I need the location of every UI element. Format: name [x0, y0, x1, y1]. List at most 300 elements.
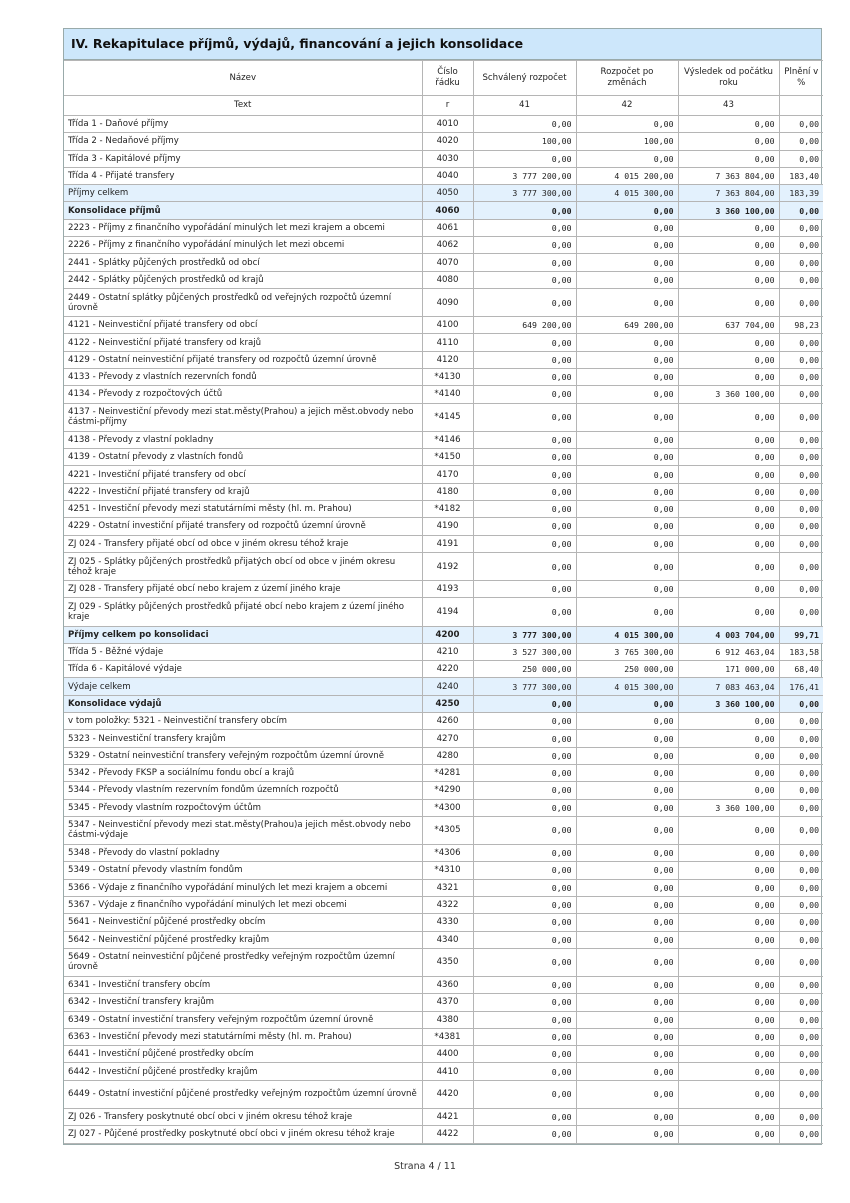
row-schvaleny: 0,00 — [473, 334, 576, 351]
row-schvaleny: 0,00 — [473, 799, 576, 816]
table-row — [64, 931, 823, 948]
row-vysledek: 0,00 — [678, 845, 779, 862]
row-po-zmenach: 0,00 — [576, 369, 678, 386]
row-name: 4229 - Ostatní investiční přijaté transfery od rozpočtů územní úrovně — [64, 518, 422, 535]
row-code: 4260 — [422, 713, 473, 730]
row-name: Třída 6 - Kapitálové výdaje — [64, 661, 422, 678]
row-po-zmenach: 0,00 — [576, 1126, 678, 1143]
row-po-zmenach: 0,00 — [576, 695, 678, 712]
row-schvaleny: 0,00 — [473, 1011, 576, 1028]
row-po-zmenach: 4 015 300,00 — [576, 185, 678, 202]
row-schvaleny: 0,00 — [473, 1126, 576, 1143]
row-po-zmenach: 0,00 — [576, 730, 678, 747]
row-plneni: 176,41 — [779, 678, 823, 695]
row-name: 5366 - Výdaje z finančního vypořádání minulých let mezi krajem a obcemi — [64, 879, 422, 896]
row-plneni: 0,00 — [779, 116, 823, 133]
row-po-zmenach: 0,00 — [576, 271, 678, 288]
row-schvaleny: 0,00 — [473, 202, 576, 219]
row-code: 4220 — [422, 661, 473, 678]
row-code: 4192 — [422, 552, 473, 580]
row-name: 6449 - Ostatní investiční půjčené prostředky veřejným rozpočtům územní úrovně — [64, 1080, 422, 1108]
row-po-zmenach: 0,00 — [576, 403, 678, 431]
row-code: *4146 — [422, 431, 473, 448]
row-name: Konsolidace příjmů — [64, 202, 422, 219]
row-code: 4180 — [422, 483, 473, 500]
row-po-zmenach: 0,00 — [576, 879, 678, 896]
row-schvaleny: 0,00 — [473, 1108, 576, 1125]
row-plneni: 0,00 — [779, 896, 823, 913]
row-name: ZJ 024 - Transfery přijaté obcí od obce v jiném okresu téhož kraje — [64, 535, 422, 552]
row-plneni: 0,00 — [779, 1108, 823, 1125]
row-code: 4421 — [422, 1108, 473, 1125]
row-name: 4251 - Investiční převody mezi statutárními městy (hl. m. Prahou) — [64, 501, 422, 518]
row-po-zmenach: 3 765 300,00 — [576, 643, 678, 660]
row-plneni: 0,00 — [779, 764, 823, 781]
row-vysledek: 0,00 — [678, 1126, 779, 1143]
row-code: *4281 — [422, 764, 473, 781]
row-vysledek: 0,00 — [678, 914, 779, 931]
row-code: *4182 — [422, 501, 473, 518]
row-schvaleny: 3 527 300,00 — [473, 643, 576, 660]
row-vysledek: 0,00 — [678, 501, 779, 518]
row-code: 4090 — [422, 288, 473, 316]
row-schvaleny: 0,00 — [473, 816, 576, 844]
row-plneni: 0,00 — [779, 977, 823, 994]
row-vysledek: 3 360 100,00 — [678, 202, 779, 219]
row-po-zmenach: 0,00 — [576, 501, 678, 518]
row-po-zmenach: 0,00 — [576, 431, 678, 448]
row-code: 4400 — [422, 1046, 473, 1063]
row-po-zmenach: 0,00 — [576, 994, 678, 1011]
row-schvaleny: 0,00 — [473, 747, 576, 764]
row-name: Příjmy celkem po konsolidaci — [64, 626, 422, 643]
row-schvaleny: 0,00 — [473, 1063, 576, 1080]
report-frame — [63, 28, 822, 1145]
row-vysledek: 0,00 — [678, 466, 779, 483]
row-plneni: 0,00 — [779, 1028, 823, 1045]
row-code: 4110 — [422, 334, 473, 351]
row-name: Třída 1 - Daňové příjmy — [64, 116, 422, 133]
row-po-zmenach: 0,00 — [576, 747, 678, 764]
row-plneni: 98,23 — [779, 317, 823, 334]
row-vysledek: 0,00 — [678, 403, 779, 431]
table-body — [64, 116, 823, 1144]
row-name: 5345 - Převody vlastním rozpočtovým účtům — [64, 799, 422, 816]
row-po-zmenach: 0,00 — [576, 948, 678, 976]
row-name: 5642 - Neinvestiční půjčené prostředky krajům — [64, 931, 422, 948]
row-plneni: 0,00 — [779, 271, 823, 288]
table-row — [64, 403, 823, 431]
row-name: 5649 - Ostatní neinvestiční půjčené prostředky veřejným rozpočtům územní úrovně — [64, 948, 422, 976]
row-schvaleny: 0,00 — [473, 1080, 576, 1108]
row-plneni: 0,00 — [779, 1063, 823, 1080]
row-schvaleny: 0,00 — [473, 501, 576, 518]
table-row — [64, 764, 823, 781]
table-row — [64, 626, 823, 643]
row-po-zmenach: 0,00 — [576, 466, 678, 483]
header-rozpocet-po-zmenach: Rozpočet po změnách — [576, 61, 678, 96]
row-plneni: 68,40 — [779, 661, 823, 678]
table-row — [64, 747, 823, 764]
table-row — [64, 1080, 823, 1108]
row-plneni: 0,00 — [779, 351, 823, 368]
row-plneni: 0,00 — [779, 334, 823, 351]
row-po-zmenach: 0,00 — [576, 1108, 678, 1125]
row-plneni: 0,00 — [779, 150, 823, 167]
row-schvaleny: 0,00 — [473, 288, 576, 316]
table-row — [64, 1046, 823, 1063]
row-name: Konsolidace výdajů — [64, 695, 422, 712]
row-plneni: 183,40 — [779, 167, 823, 184]
row-code: 4330 — [422, 914, 473, 931]
row-plneni: 0,00 — [779, 862, 823, 879]
row-po-zmenach: 0,00 — [576, 1063, 678, 1080]
row-name: 6341 - Investiční transfery obcím — [64, 977, 422, 994]
table-row — [64, 150, 823, 167]
row-schvaleny: 649 200,00 — [473, 317, 576, 334]
row-po-zmenach: 0,00 — [576, 1011, 678, 1028]
row-name: 4133 - Převody z vlastních rezervních fondů — [64, 369, 422, 386]
row-name: 4138 - Převody z vlastní pokladny — [64, 431, 422, 448]
row-name: 4221 - Investiční přijaté transfery od obcí — [64, 466, 422, 483]
row-plneni: 0,00 — [779, 237, 823, 254]
table-row — [64, 449, 823, 466]
row-name: 5344 - Převody vlastním rezervním fondům územních rozpočtů — [64, 782, 422, 799]
row-plneni: 0,00 — [779, 581, 823, 598]
row-plneni: 183,39 — [779, 185, 823, 202]
row-schvaleny: 3 777 200,00 — [473, 167, 576, 184]
table-row — [64, 369, 823, 386]
table-row — [64, 1126, 823, 1143]
row-code: 4322 — [422, 896, 473, 913]
row-code: *4150 — [422, 449, 473, 466]
row-plneni: 0,00 — [779, 713, 823, 730]
row-vysledek: 0,00 — [678, 288, 779, 316]
table-row — [64, 431, 823, 448]
row-name: 6349 - Ostatní investiční transfery veřejným rozpočtům územní úrovně — [64, 1011, 422, 1028]
row-po-zmenach: 0,00 — [576, 254, 678, 271]
row-code: *4381 — [422, 1028, 473, 1045]
row-vysledek: 0,00 — [678, 782, 779, 799]
table-row — [64, 116, 823, 133]
row-name: 5347 - Neinvestiční převody mezi stat.městy(Prahou)a jejich měst.obvody nebo částmi-výdaje — [64, 816, 422, 844]
row-vysledek: 171 000,00 — [678, 661, 779, 678]
row-name: Třída 3 - Kapitálové příjmy — [64, 150, 422, 167]
row-vysledek: 0,00 — [678, 449, 779, 466]
header-cislo-radku: Číslo řádku — [422, 61, 473, 96]
table-row — [64, 994, 823, 1011]
table-row — [64, 948, 823, 976]
row-vysledek: 0,00 — [678, 581, 779, 598]
recap-table — [64, 60, 823, 1144]
row-vysledek: 7 083 463,04 — [678, 678, 779, 695]
table-row — [64, 288, 823, 316]
row-code: *4290 — [422, 782, 473, 799]
row-po-zmenach: 0,00 — [576, 237, 678, 254]
row-schvaleny: 0,00 — [473, 386, 576, 403]
row-schvaleny: 0,00 — [473, 862, 576, 879]
table-row — [64, 730, 823, 747]
row-plneni: 99,71 — [779, 626, 823, 643]
row-code: *4140 — [422, 386, 473, 403]
table-row — [64, 219, 823, 236]
row-po-zmenach: 4 015 300,00 — [576, 626, 678, 643]
row-po-zmenach: 0,00 — [576, 351, 678, 368]
row-code: *4145 — [422, 403, 473, 431]
row-po-zmenach: 0,00 — [576, 581, 678, 598]
row-vysledek: 637 704,00 — [678, 317, 779, 334]
row-code: 4062 — [422, 237, 473, 254]
row-name: 2449 - Ostatní splátky půjčených prostředků od veřejných rozpočtů územní úrovně — [64, 288, 422, 316]
row-name: Třída 5 - Běžné výdaje — [64, 643, 422, 660]
table-row — [64, 799, 823, 816]
row-plneni: 0,00 — [779, 518, 823, 535]
row-vysledek: 0,00 — [678, 747, 779, 764]
row-name: 4121 - Neinvestiční přijaté transfery od obcí — [64, 317, 422, 334]
subheader-vysledek: 43 — [678, 96, 779, 116]
table-row — [64, 185, 823, 202]
row-schvaleny: 0,00 — [473, 219, 576, 236]
row-code: 4080 — [422, 271, 473, 288]
row-vysledek: 4 003 704,00 — [678, 626, 779, 643]
row-vysledek: 7 363 804,00 — [678, 167, 779, 184]
table-row — [64, 879, 823, 896]
row-name: 4222 - Investiční přijaté transfery od krajů — [64, 483, 422, 500]
row-schvaleny: 0,00 — [473, 845, 576, 862]
row-po-zmenach: 4 015 300,00 — [576, 678, 678, 695]
row-vysledek: 0,00 — [678, 133, 779, 150]
row-schvaleny: 0,00 — [473, 914, 576, 931]
row-name: 5349 - Ostatní převody vlastním fondům — [64, 862, 422, 879]
row-schvaleny: 0,00 — [473, 150, 576, 167]
table-row — [64, 483, 823, 500]
row-name: Třída 2 - Nedaňové příjmy — [64, 133, 422, 150]
row-plneni: 0,00 — [779, 747, 823, 764]
row-po-zmenach: 100,00 — [576, 133, 678, 150]
row-plneni: 0,00 — [779, 948, 823, 976]
row-code: *4305 — [422, 816, 473, 844]
row-po-zmenach: 0,00 — [576, 552, 678, 580]
row-po-zmenach: 0,00 — [576, 219, 678, 236]
row-po-zmenach: 649 200,00 — [576, 317, 678, 334]
row-name: 2223 - Příjmy z finančního vypořádání minulých let mezi krajem a obcemi — [64, 219, 422, 236]
row-code: 4380 — [422, 1011, 473, 1028]
table-row — [64, 862, 823, 879]
row-name: ZJ 025 - Splátky půjčených prostředků přijatých obcí od obce v jiném okresu téhož kraje — [64, 552, 422, 580]
table-row — [64, 535, 823, 552]
table-row — [64, 896, 823, 913]
row-po-zmenach: 0,00 — [576, 202, 678, 219]
row-code: 4010 — [422, 116, 473, 133]
row-plneni: 0,00 — [779, 535, 823, 552]
row-plneni: 0,00 — [779, 845, 823, 862]
row-name: 5342 - Převody FKSP a sociálnímu fondu obcí a krajů — [64, 764, 422, 781]
table-row — [64, 1108, 823, 1125]
row-code: 4020 — [422, 133, 473, 150]
row-po-zmenach: 0,00 — [576, 1080, 678, 1108]
table-row — [64, 1063, 823, 1080]
row-name: v tom položky: 5321 - Neinvestiční transfery obcím — [64, 713, 422, 730]
table-row — [64, 678, 823, 695]
row-po-zmenach: 0,00 — [576, 799, 678, 816]
row-vysledek: 0,00 — [678, 552, 779, 580]
row-name: 4122 - Neinvestiční přijaté transfery od krajů — [64, 334, 422, 351]
row-schvaleny: 3 777 300,00 — [473, 678, 576, 695]
table-row — [64, 643, 823, 660]
row-po-zmenach: 0,00 — [576, 116, 678, 133]
row-schvaleny: 3 777 300,00 — [473, 626, 576, 643]
row-plneni: 0,00 — [779, 288, 823, 316]
row-po-zmenach: 250 000,00 — [576, 661, 678, 678]
table-row — [64, 1028, 823, 1045]
row-plneni: 0,00 — [779, 254, 823, 271]
row-po-zmenach: 0,00 — [576, 713, 678, 730]
row-plneni: 0,00 — [779, 133, 823, 150]
subheader-row — [64, 96, 823, 116]
row-po-zmenach: 0,00 — [576, 288, 678, 316]
row-vysledek: 0,00 — [678, 1028, 779, 1045]
row-name: 4129 - Ostatní neinvestiční přijaté transfery od rozpočtů územní úrovně — [64, 351, 422, 368]
row-plneni: 0,00 — [779, 782, 823, 799]
row-po-zmenach: 0,00 — [576, 334, 678, 351]
row-schvaleny: 100,00 — [473, 133, 576, 150]
subheader-plneni — [779, 96, 823, 116]
row-schvaleny: 0,00 — [473, 431, 576, 448]
row-vysledek: 0,00 — [678, 351, 779, 368]
row-vysledek: 0,00 — [678, 948, 779, 976]
row-schvaleny: 0,00 — [473, 948, 576, 976]
row-plneni: 0,00 — [779, 816, 823, 844]
row-code: 4194 — [422, 598, 473, 626]
row-name: Výdaje celkem — [64, 678, 422, 695]
header-row — [64, 61, 823, 96]
row-vysledek: 0,00 — [678, 931, 779, 948]
row-vysledek: 0,00 — [678, 896, 779, 913]
row-schvaleny: 0,00 — [473, 237, 576, 254]
page-footer: Strana 4 / 11 — [394, 1161, 456, 1172]
row-po-zmenach: 0,00 — [576, 896, 678, 913]
row-vysledek: 0,00 — [678, 518, 779, 535]
table-row — [64, 133, 823, 150]
table-row — [64, 581, 823, 598]
table-row — [64, 501, 823, 518]
table-row — [64, 317, 823, 334]
row-po-zmenach: 0,00 — [576, 845, 678, 862]
row-code: 4040 — [422, 167, 473, 184]
row-po-zmenach: 4 015 200,00 — [576, 167, 678, 184]
row-name: ZJ 027 - Půjčené prostředky poskytnuté obcí obci v jiném okresu téhož kraje — [64, 1126, 422, 1143]
row-name: 4137 - Neinvestiční převody mezi stat.městy(Prahou) a jejich měst.obvody nebo částmi-příjmy — [64, 403, 422, 431]
row-po-zmenach: 0,00 — [576, 449, 678, 466]
row-code: 4100 — [422, 317, 473, 334]
row-code: 4410 — [422, 1063, 473, 1080]
row-name: 6342 - Investiční transfery krajům — [64, 994, 422, 1011]
row-po-zmenach: 0,00 — [576, 386, 678, 403]
row-po-zmenach: 0,00 — [576, 483, 678, 500]
row-vysledek: 0,00 — [678, 816, 779, 844]
row-schvaleny: 0,00 — [473, 271, 576, 288]
row-schvaleny: 0,00 — [473, 764, 576, 781]
row-schvaleny: 0,00 — [473, 879, 576, 896]
row-name: 2441 - Splátky půjčených prostředků od obcí — [64, 254, 422, 271]
row-code: 4270 — [422, 730, 473, 747]
row-vysledek: 6 912 463,04 — [678, 643, 779, 660]
row-schvaleny: 0,00 — [473, 466, 576, 483]
row-schvaleny: 0,00 — [473, 116, 576, 133]
row-schvaleny: 0,00 — [473, 695, 576, 712]
row-po-zmenach: 0,00 — [576, 1046, 678, 1063]
row-plneni: 0,00 — [779, 695, 823, 712]
row-schvaleny: 0,00 — [473, 1046, 576, 1063]
row-name: 6441 - Investiční půjčené prostředky obcím — [64, 1046, 422, 1063]
row-po-zmenach: 0,00 — [576, 150, 678, 167]
row-plneni: 0,00 — [779, 552, 823, 580]
row-name: 5323 - Neinvestiční transfery krajům — [64, 730, 422, 747]
row-schvaleny: 0,00 — [473, 598, 576, 626]
row-plneni: 0,00 — [779, 449, 823, 466]
row-vysledek: 0,00 — [678, 1080, 779, 1108]
header-nazev: Název — [64, 61, 422, 96]
row-code: *4310 — [422, 862, 473, 879]
header-schvaleny-rozpocet: Schválený rozpočet — [473, 61, 576, 96]
row-po-zmenach: 0,00 — [576, 764, 678, 781]
row-vysledek: 0,00 — [678, 1063, 779, 1080]
row-schvaleny: 0,00 — [473, 403, 576, 431]
row-schvaleny: 0,00 — [473, 931, 576, 948]
row-plneni: 0,00 — [779, 369, 823, 386]
table-row — [64, 386, 823, 403]
row-vysledek: 0,00 — [678, 431, 779, 448]
row-plneni: 0,00 — [779, 879, 823, 896]
section-title: IV. Rekapitulace příjmů, výdajů, financování a jejich konsolidace — [64, 29, 821, 60]
table-row — [64, 518, 823, 535]
row-po-zmenach: 0,00 — [576, 914, 678, 931]
row-name: 6363 - Investiční převody mezi statutárními městy (hl. m. Prahou) — [64, 1028, 422, 1045]
row-schvaleny: 0,00 — [473, 977, 576, 994]
table-row — [64, 661, 823, 678]
row-po-zmenach: 0,00 — [576, 518, 678, 535]
row-vysledek: 0,00 — [678, 764, 779, 781]
table-row — [64, 914, 823, 931]
row-vysledek: 3 360 100,00 — [678, 695, 779, 712]
row-code: 4030 — [422, 150, 473, 167]
row-schvaleny: 250 000,00 — [473, 661, 576, 678]
row-name: Třída 4 - Přijaté transfery — [64, 167, 422, 184]
row-name: 4139 - Ostatní převody z vlastních fondů — [64, 449, 422, 466]
row-code: 4340 — [422, 931, 473, 948]
row-code: 4321 — [422, 879, 473, 896]
row-po-zmenach: 0,00 — [576, 862, 678, 879]
row-name: ZJ 026 - Transfery poskytnuté obcí obci v jiném okresu téhož kraje — [64, 1108, 422, 1125]
table-row — [64, 1011, 823, 1028]
row-plneni: 0,00 — [779, 914, 823, 931]
row-code: 4060 — [422, 202, 473, 219]
header-vysledek: Výsledek od počátku roku — [678, 61, 779, 96]
row-code: 4170 — [422, 466, 473, 483]
table-row — [64, 237, 823, 254]
row-plneni: 0,00 — [779, 1011, 823, 1028]
row-po-zmenach: 0,00 — [576, 598, 678, 626]
row-vysledek: 3 360 100,00 — [678, 386, 779, 403]
row-po-zmenach: 0,00 — [576, 535, 678, 552]
row-plneni: 0,00 — [779, 1126, 823, 1143]
row-vysledek: 0,00 — [678, 369, 779, 386]
row-code: 4422 — [422, 1126, 473, 1143]
row-plneni: 0,00 — [779, 466, 823, 483]
row-code: 4420 — [422, 1080, 473, 1108]
row-schvaleny: 0,00 — [473, 369, 576, 386]
row-vysledek: 0,00 — [678, 334, 779, 351]
